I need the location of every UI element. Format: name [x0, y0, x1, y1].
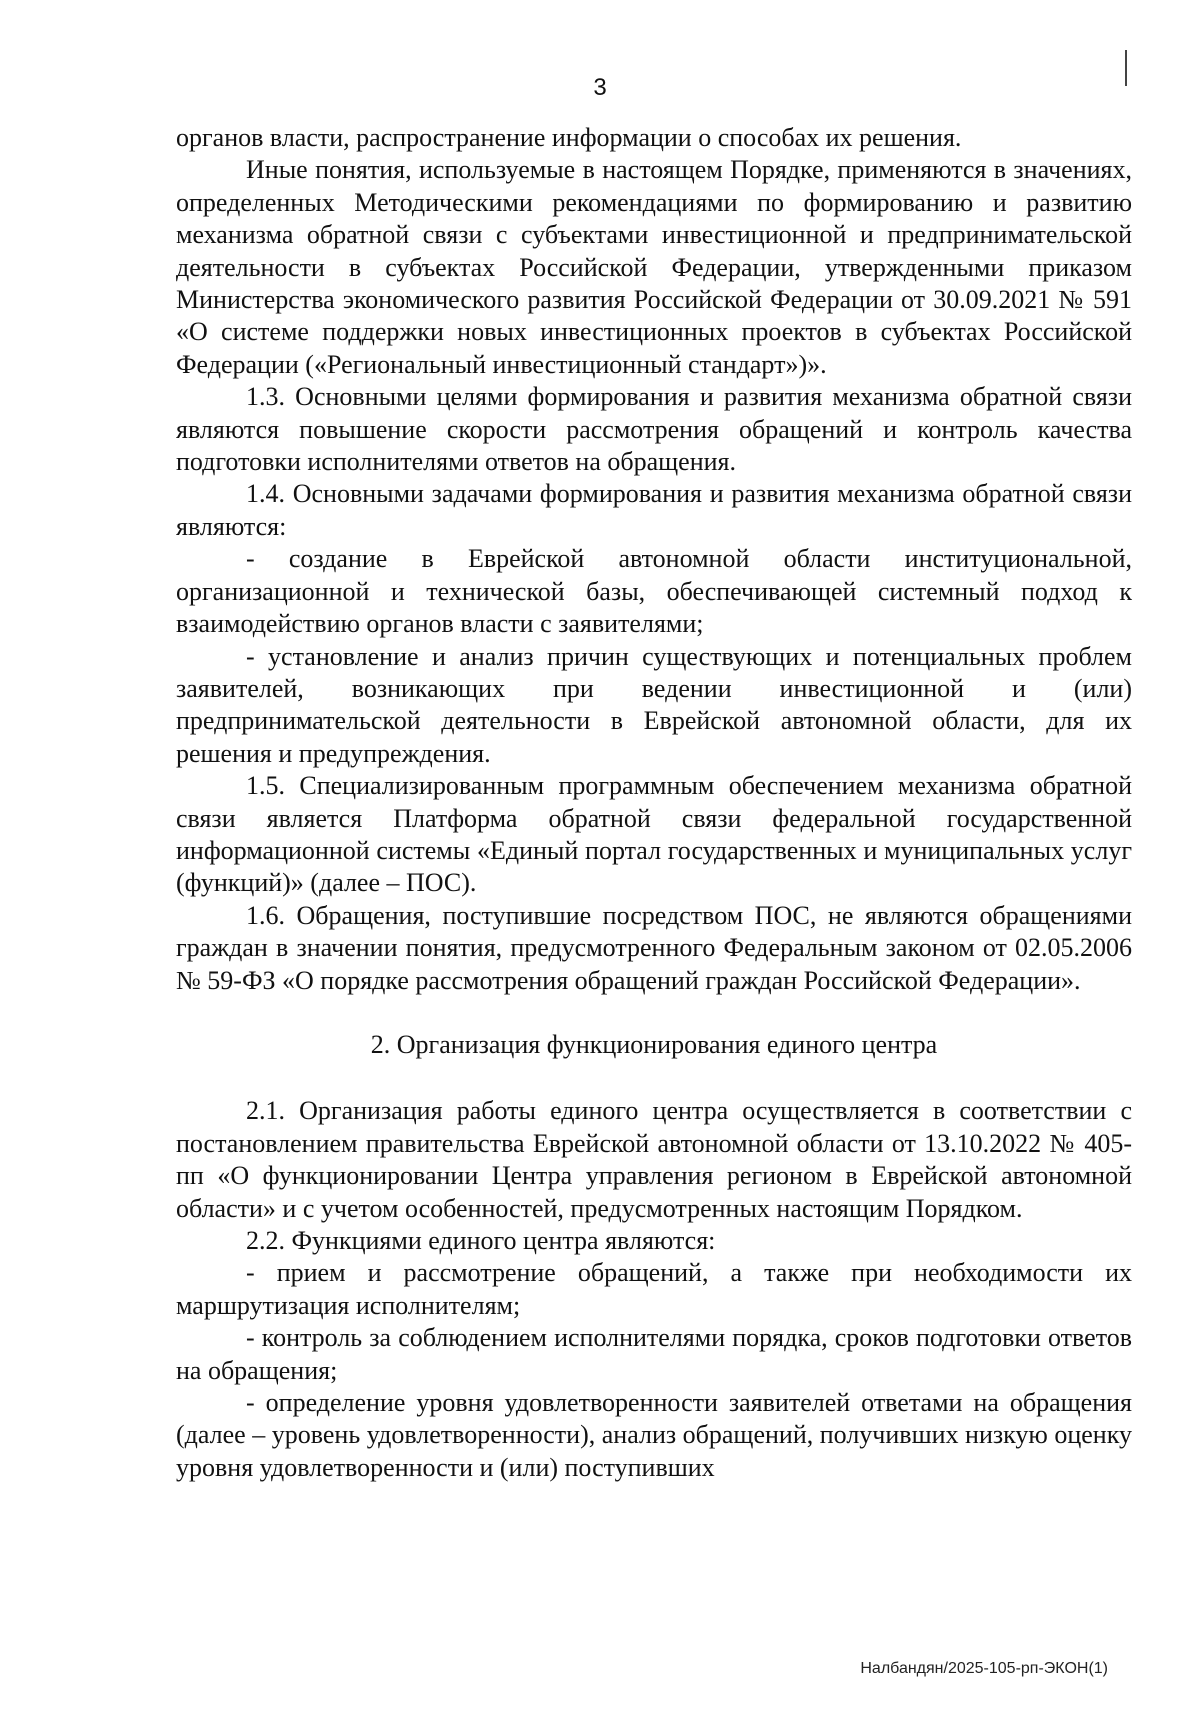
document-code-footer: Налбандян/2025-105-рп-ЭКОН(1) [860, 1660, 1108, 1677]
list-item-control: - контроль за соблюдением исполнителями порядка, сроков подготовки ответов на обращения; [176, 1323, 1132, 1385]
paragraph-2-2: 2.2. Функциями единого центра являются: [246, 1226, 716, 1255]
paragraph-1-4: 1.4. Основными задачами формирования и развития механизма обратной связи являются: [176, 479, 1132, 541]
document-body [176, 122, 1132, 1484]
paragraph-1-3: 1.3. Основными целями формирования и развития механизма обратной связи являются повышение скорости рассмотрения обращений и контроль качества подготовки исполнителями ответов на обращения. [176, 382, 1132, 477]
paragraph-other-concepts: Иные понятия, используемые в настоящем Порядке, применяются в значениях, определенных Методическими рекомендациями по формированию и развитию механизма обратной связи с субъектами инвестиционной и предпринимательской деятельности в субъектах Российской Федерации, утвержденными приказом Министерства экономического развития Российской Федерации от 30.09.2021 № 591 «О системе поддержки новых инвестиционных проектов в субъектах Российской Федерации («Региональный инвестиционный стандарт»)». [176, 155, 1132, 379]
paragraph-2-1: 2.1. Организация работы единого центра осуществляется в соответствии с постановлением правительства Еврейской автономной области от 13.10.2022 № 405-пп «О функционировании Центра управления регионом в Еврейской автономной области» и с учетом особенностей, предусмотренных настоящим Порядком. [176, 1096, 1132, 1223]
list-item-creation: - создание в Еврейской автономной области институциональной, организационной и технической базы, обеспечивающей системный подход к взаимодействию органов власти с заявителями; [176, 544, 1132, 639]
paragraph-1-6: 1.6. Обращения, поступившие посредством ПОС, не являются обращениями граждан в значении понятия, предусмотренного Федеральным законом от 02.05.2006 № 59-ФЗ «О порядке рассмотрения обращений граждан Российской Федерации». [176, 900, 1132, 995]
list-item-reception: - прием и рассмотрение обращений, а также при необходимости их маршрутизация исполнителям; [176, 1258, 1132, 1320]
list-item-satisfaction: - определение уровня удовлетворенности заявителей ответами на обращения (далее – уровень удовлетворенности), анализ обращений, получивших низкую оценку уровня удовлетворенности и (или) поступивших [176, 1388, 1132, 1482]
section-heading: 2. Организация функционирования единого центра [370, 1029, 938, 1059]
page-number: 3 [593, 74, 607, 101]
paragraph-1-5: 1.5. Специализированным программным обеспечением механизма обратной связи является Платформа обратной связи федеральной государственной информационной системы «Единый портал государственных и муниципальных услуг (функций)» (далее – ПОС). [176, 771, 1132, 898]
scan-edge-mark [1125, 50, 1127, 86]
list-item-analysis: - установление и анализ причин существующих и потенциальных проблем заявителей, возникающих при ведении инвестиционной и (или) предпринимательской деятельности в Еврейской автономной области, для их решения и предупреждения. [176, 641, 1132, 768]
paragraph-continuation: органов власти, распространение информации о способах их решения. [176, 123, 962, 152]
